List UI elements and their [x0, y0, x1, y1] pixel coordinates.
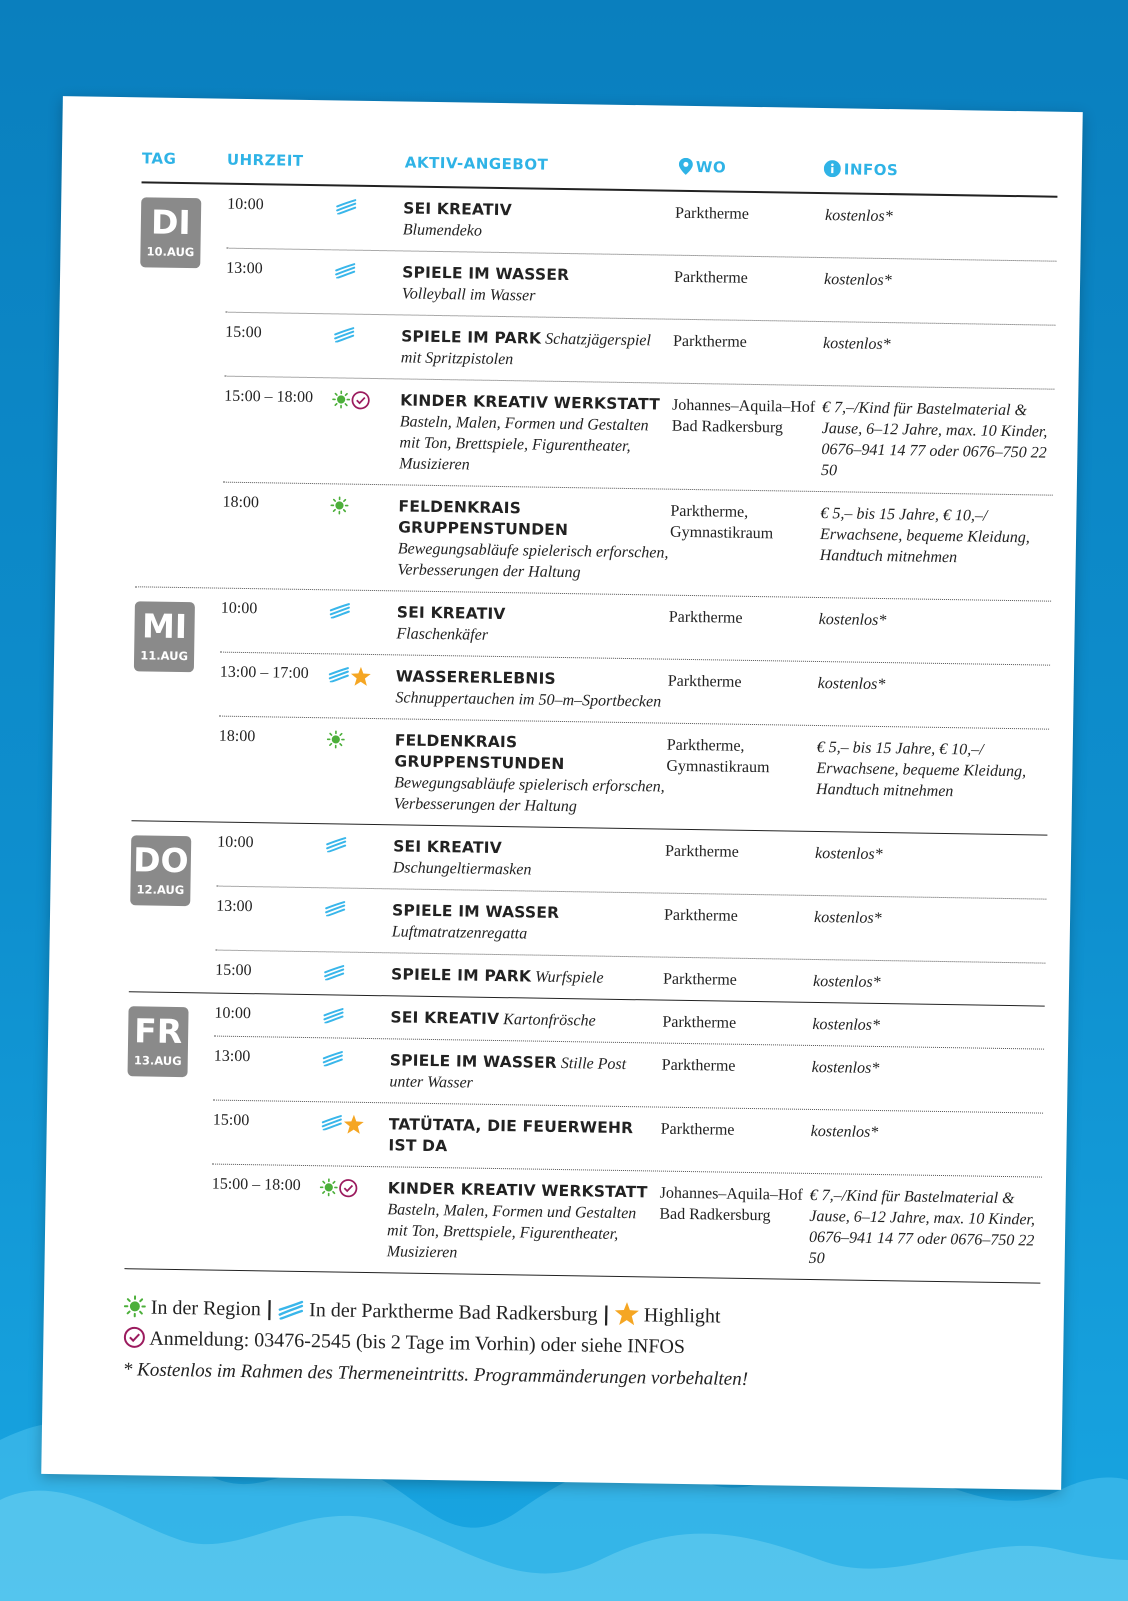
- activity-description: Basteln, Malen, Formen und Gestalten mit Ton, Brettspiele, Figurentheater, Musizieren: [386, 1201, 637, 1262]
- row-location: Parktherme: [660, 1120, 735, 1139]
- legend-highlight: Highlight: [643, 1304, 721, 1328]
- day-badge: [140, 197, 201, 268]
- activity-description: Wurfspiele: [534, 968, 604, 987]
- table-row: [218, 717, 1050, 835]
- row-icons: [333, 325, 402, 368]
- activity-title: KINDER KREATIV WERKSTATT: [387, 1179, 648, 1202]
- activity-title: FELDENKRAIS GRUPPENSTUNDEN: [394, 731, 565, 774]
- activity-description: Dschungeltiermasken: [392, 859, 532, 879]
- table-row: [221, 483, 1053, 601]
- wave-icon: [325, 836, 348, 853]
- wave-icon: [328, 666, 351, 683]
- row-activity: [389, 1050, 662, 1096]
- activity-title: SEI KREATIV: [403, 199, 513, 220]
- sun-icon: [332, 390, 351, 407]
- row-icons: [334, 261, 403, 304]
- row-icons: [320, 1113, 389, 1156]
- activity-description: Schnuppertauchen im 50–m–Sportbecken: [395, 689, 662, 711]
- activity-description: Kartonfrösche: [503, 1011, 596, 1030]
- row-icons: [335, 197, 404, 240]
- activity-title: KINDER KREATIV WERKSTATT: [400, 391, 661, 414]
- wave-icon: [278, 1300, 304, 1320]
- row-activity: [392, 900, 665, 946]
- row-time: 15:00: [225, 323, 262, 342]
- day-column: [135, 183, 227, 587]
- row-location: Johannes–Aquila–Hof Bad Radkersburg: [659, 1184, 803, 1225]
- wave-icon: [333, 326, 356, 343]
- legend-separator-2: |: [602, 1301, 611, 1326]
- location-pin-icon: [679, 158, 693, 175]
- activity-title: SPIELE IM PARK: [390, 965, 532, 986]
- activity-title: SEI KREATIV: [390, 1008, 500, 1029]
- wave-icon: [321, 1114, 344, 1131]
- activity-description: Volleyball im Wasser: [401, 285, 536, 305]
- row-time: 15:00: [212, 1111, 250, 1130]
- row-info: kostenlos*: [812, 1015, 881, 1035]
- activity-description: Schatzjägerspiel mit Spritzpistolen: [400, 330, 652, 369]
- row-info: kostenlos*: [822, 335, 891, 354]
- day-badge: [134, 601, 195, 672]
- row-location: Parktherme: [661, 1056, 736, 1075]
- row-info: kostenlos*: [810, 1122, 879, 1142]
- row-info: € 5,– bis 15 Jahre, € 10,–/ Erwachsene, bequeme Kleidung, Handtuch mitnehmen: [815, 738, 1027, 801]
- row-info: € 5,– bis 15 Jahre, € 10,–/ Erwachsene, bequeme Kleidung, Handtuch mitnehmen: [819, 505, 1030, 567]
- header-wo-label: WO: [695, 158, 727, 177]
- wave-icon: [334, 262, 357, 279]
- row-activity: [402, 262, 675, 308]
- header-angebot: AKTIV-ANGEBOT: [404, 153, 549, 174]
- day-date: 12.AUG: [136, 882, 185, 898]
- day-block-do: [129, 821, 1048, 1006]
- day-badge: [130, 835, 191, 906]
- day-name: DO: [132, 840, 189, 881]
- row-location: Parktherme: [662, 970, 737, 989]
- row-info: kostenlos*: [812, 972, 881, 992]
- row-info: kostenlos*: [813, 908, 882, 928]
- row-icons: [324, 899, 393, 942]
- day-rows: [218, 589, 1052, 835]
- activity-title: SPIELE IM PARK: [401, 327, 542, 348]
- check-icon: [351, 391, 371, 408]
- row-info: kostenlos*: [817, 675, 886, 694]
- row-icons: [328, 601, 397, 644]
- activity-description: Bewegungsabläufe spielerisch erforschen, Verbesserungen der Haltung: [397, 540, 669, 582]
- check-icon: [123, 1326, 145, 1348]
- row-icons: [321, 1049, 390, 1092]
- header-tag: TAG: [141, 149, 177, 168]
- header-wo: [679, 158, 727, 177]
- row-activity: [388, 1114, 661, 1160]
- day-column: [129, 821, 218, 992]
- activity-description: Flaschenkäfer: [396, 625, 489, 644]
- wave-icon: [335, 198, 358, 215]
- row-location: Parktherme: [667, 672, 742, 691]
- row-activity: [396, 602, 669, 648]
- row-activity: [399, 390, 672, 478]
- activity-title: WASSERERLEBNIS: [395, 667, 556, 688]
- row-activity: [395, 666, 668, 712]
- sun-icon: [330, 496, 349, 513]
- legend-separator-1: |: [265, 1296, 274, 1321]
- row-icons: [331, 389, 400, 474]
- row-location: Parktherme: [662, 1013, 737, 1032]
- day-column: [124, 992, 214, 1269]
- row-location: Parktherme: [673, 268, 748, 287]
- activity-description: Luftmatratzenregatta: [391, 923, 528, 943]
- row-activity: [397, 496, 670, 584]
- day-date: 13.AUG: [133, 1053, 182, 1069]
- row-location: Parktherme: [672, 332, 747, 351]
- row-time: 15:00: [215, 961, 252, 980]
- info-icon: [824, 160, 841, 177]
- row-location: Parktherme, Gymnastikraum: [666, 736, 770, 777]
- row-time: 10:00: [217, 833, 254, 852]
- schedule-sheet: [41, 96, 1083, 1490]
- day-date: 10.AUG: [146, 244, 195, 260]
- table-row: [210, 1165, 1042, 1283]
- activity-title: SPIELE IM WASSER: [402, 263, 570, 285]
- row-location: Parktherme, Gymnastikraum: [669, 502, 774, 543]
- table-row: [223, 377, 1055, 496]
- row-time: 13:00: [216, 897, 253, 916]
- row-info: kostenlos*: [811, 1058, 880, 1078]
- schedule-days: [124, 183, 1057, 1283]
- star-icon: [351, 667, 372, 684]
- row-activity: [387, 1178, 660, 1266]
- wave-icon: [322, 1007, 345, 1024]
- day-name: FR: [133, 1011, 183, 1052]
- row-icons: [322, 1006, 390, 1028]
- star-icon: [344, 1115, 365, 1132]
- row-icons: [325, 835, 394, 878]
- row-time: 18:00: [222, 493, 260, 512]
- legend-note: * Kostenlos im Rahmen des Thermeneintritts. Programmänderungen vorbehalten!: [122, 1359, 749, 1390]
- row-info: kostenlos*: [824, 207, 893, 226]
- legend-region: In der Region: [150, 1296, 262, 1321]
- row-time: 10:00: [220, 599, 258, 618]
- day-date: 11.AUG: [140, 648, 189, 664]
- day-block-fr: [124, 992, 1044, 1283]
- day-rows: [210, 994, 1044, 1283]
- check-icon: [339, 1179, 359, 1196]
- activity-title: SEI KREATIV: [396, 603, 506, 624]
- wave-icon: [329, 602, 352, 619]
- wave-icon: [322, 1050, 345, 1067]
- day-block-di: [135, 183, 1057, 601]
- activity-title: FELDENKRAIS GRUPPENSTUNDEN: [398, 497, 569, 540]
- legend-anmeldung: Anmeldung: 03476-2545 (bis 2 Tage im Vorhin) oder siehe INFOS: [149, 1327, 686, 1358]
- day-rows: [221, 185, 1057, 601]
- row-location: Parktherme: [674, 204, 749, 223]
- row-time: 15:00 – 18:00: [224, 387, 314, 407]
- activity-title: SPIELE IM WASSER: [391, 901, 560, 922]
- row-icons: [319, 1177, 388, 1262]
- day-block-mi: [132, 587, 1052, 835]
- day-name: DI: [150, 202, 192, 243]
- activity-description: Stille Post unter Wasser: [389, 1055, 627, 1092]
- row-info: kostenlos*: [818, 611, 887, 630]
- wave-icon: [324, 900, 347, 917]
- row-info: kostenlos*: [814, 844, 883, 864]
- row-location: Parktherme: [664, 842, 739, 861]
- activity-description: Bewegungsabläufe spielerisch erforschen, Verbesserungen der Haltung: [393, 774, 665, 816]
- header-infos: [824, 160, 899, 179]
- row-activity: [394, 730, 667, 818]
- row-info: € 7,–/Kind für Bastelmaterial & Jause, 6–12 Jahre, max. 10 Kinder, 0676–941 14 77 oder 0676–750 22 50: [808, 1186, 1036, 1268]
- row-activity: [393, 836, 666, 882]
- row-icons: [323, 963, 391, 985]
- row-time: 18:00: [218, 727, 256, 746]
- row-info: € 7,–/Kind für Bastelmaterial & Jause, 6–12 Jahre, max. 10 Kinder, 0676–941 14 77 oder 0676–750 22 50: [820, 399, 1048, 480]
- day-badge: [127, 1006, 188, 1077]
- legend: [123, 1291, 1040, 1399]
- header-uhrzeit: UHRZEIT: [226, 150, 304, 170]
- sun-icon: [124, 1295, 146, 1317]
- wave-icon: [323, 964, 346, 981]
- row-activity: [401, 326, 674, 372]
- row-time: 15:00 – 18:00: [211, 1175, 301, 1194]
- row-info: kostenlos*: [823, 271, 892, 290]
- activity-title: SEI KREATIV: [392, 837, 503, 858]
- row-location: Parktherme: [663, 906, 738, 925]
- row-time: 13:00 – 17:00: [219, 663, 309, 683]
- header-infos-label: INFOS: [843, 160, 899, 180]
- activity-description: Blumendeko: [402, 221, 483, 240]
- activity-title: SPIELE IM WASSER: [389, 1051, 557, 1072]
- row-time: 13:00: [213, 1047, 251, 1066]
- day-name: MI: [141, 606, 188, 647]
- row-time: 10:00: [214, 1004, 252, 1023]
- activity-description: Basteln, Malen, Formen und Gestalten mit Ton, Brettspiele, Figurentheater, Musizieren: [399, 413, 649, 474]
- star-icon: [615, 1302, 639, 1325]
- row-icons: [326, 729, 395, 814]
- row-activity: [390, 1007, 662, 1032]
- row-time: 10:00: [227, 195, 264, 214]
- sun-icon: [327, 730, 346, 747]
- sun-icon: [320, 1178, 339, 1195]
- row-location: Johannes–Aquila–Hof Bad Radkersburg: [671, 396, 816, 437]
- row-icons: [327, 665, 396, 708]
- row-activity: [391, 964, 663, 989]
- activity-title: TATÜTATA, DIE FEUERWEHR IST DA: [388, 1115, 634, 1156]
- row-time: 13:00: [226, 259, 263, 278]
- row-activity: [403, 198, 676, 244]
- day-column: [132, 587, 222, 821]
- day-rows: [215, 823, 1048, 1006]
- row-location: Parktherme: [668, 608, 743, 627]
- legend-parktherme: In der Parktherme Bad Radkersburg: [308, 1299, 598, 1326]
- row-icons: [329, 495, 398, 580]
